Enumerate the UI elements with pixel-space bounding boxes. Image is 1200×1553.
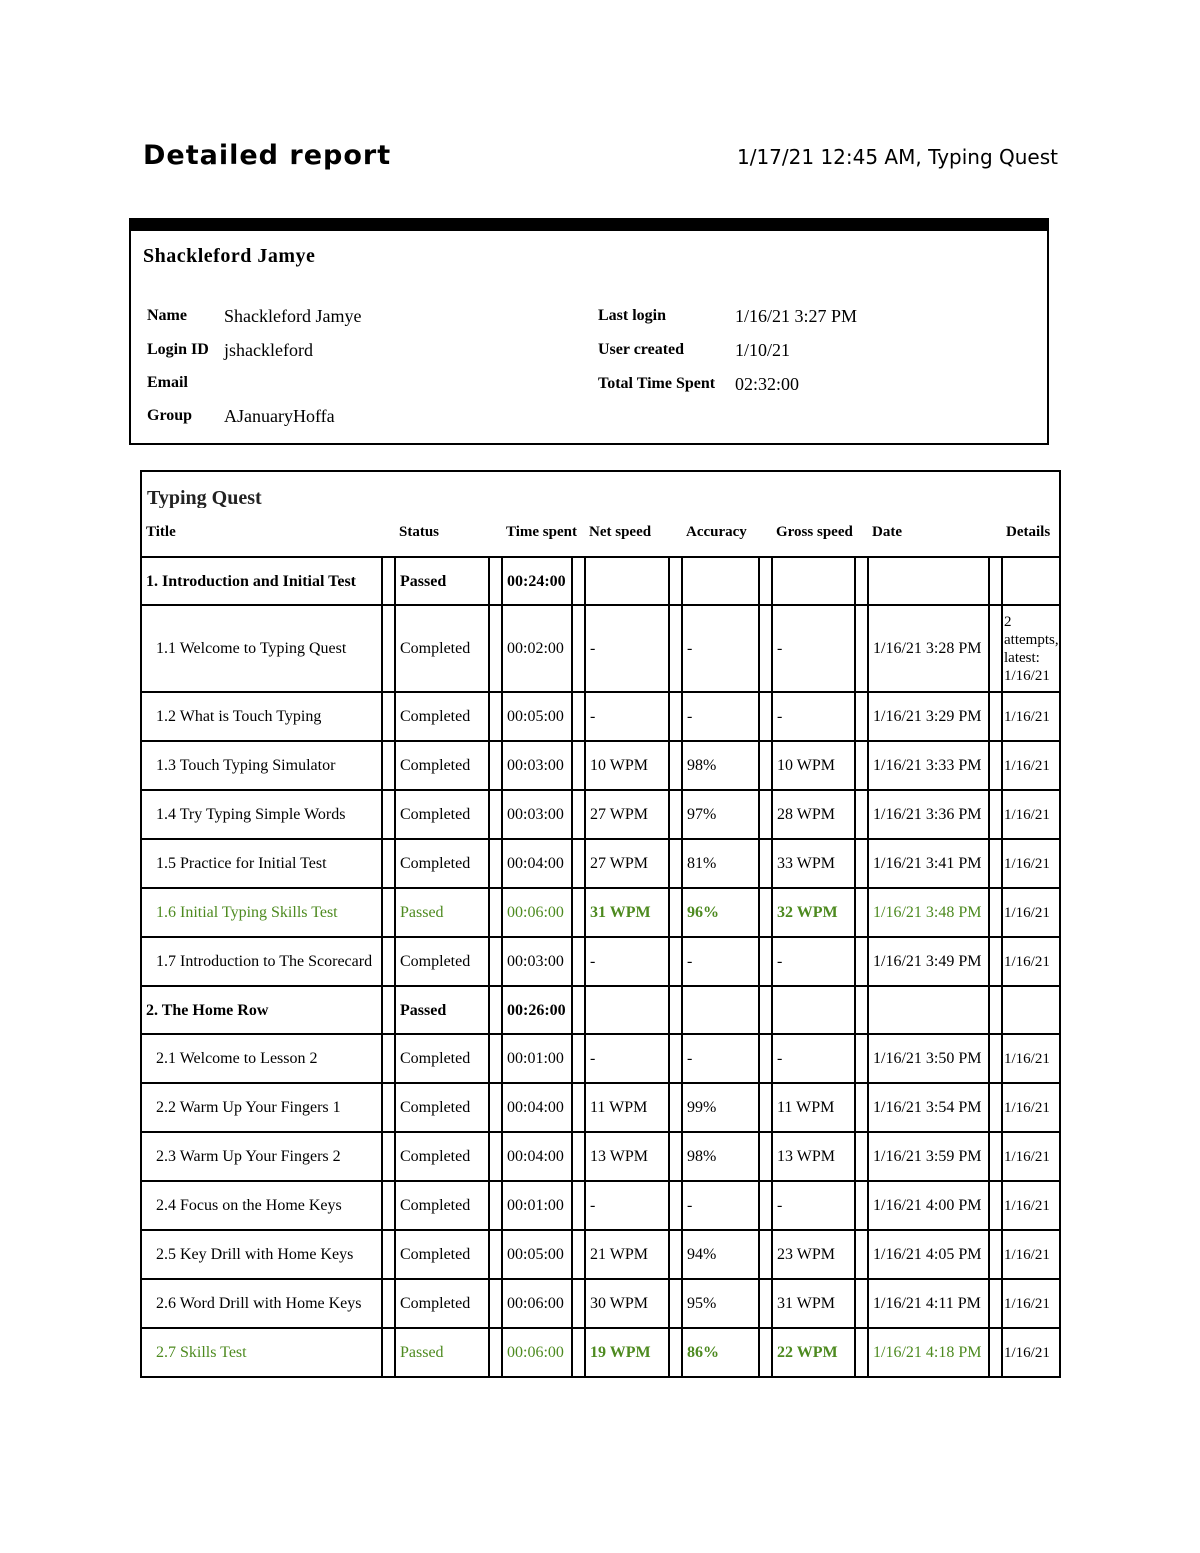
spacer-cell — [572, 692, 585, 741]
spacer-cell — [489, 1279, 502, 1328]
spacer-cell — [759, 692, 772, 741]
lesson-status: Completed — [395, 1279, 489, 1328]
spacer-cell — [759, 1083, 772, 1132]
spacer-cell — [759, 1181, 772, 1230]
spacer-cell — [669, 1328, 682, 1377]
spacer-cell — [489, 839, 502, 888]
lesson-row — [141, 1083, 1060, 1132]
lesson-status: Completed — [395, 839, 489, 888]
lesson-gross: 13 WPM — [772, 1132, 855, 1181]
lesson-status: Completed — [395, 741, 489, 790]
total-time-value: 02:32:00 — [735, 374, 800, 394]
spacer-cell — [855, 605, 868, 692]
lesson-title: 2.7 Skills Test — [141, 1328, 382, 1377]
col-details: Details — [1002, 508, 1060, 557]
spacer-cell — [669, 1279, 682, 1328]
lesson-details: 1/16/21 — [1002, 1132, 1060, 1181]
lesson-date: 1/16/21 4:05 PM — [868, 1230, 989, 1279]
lesson-accuracy: - — [682, 692, 759, 741]
lesson-details: 1/16/21 — [1002, 1083, 1060, 1132]
spacer-cell — [382, 790, 395, 839]
spacer-cell — [572, 986, 585, 1034]
spacer-cell — [989, 1181, 1002, 1230]
spacer-cell — [855, 1279, 868, 1328]
lesson-net: - — [585, 605, 669, 692]
lesson-date: 1/16/21 3:48 PM — [868, 888, 989, 937]
spacer-cell — [669, 1132, 682, 1181]
section-row — [141, 986, 1060, 1034]
spacer-cell — [382, 1230, 395, 1279]
spacer-cell — [382, 1132, 395, 1181]
spacer-cell — [759, 839, 772, 888]
lesson-details: 1/16/21 — [1002, 937, 1060, 986]
lesson-status: Completed — [395, 1034, 489, 1083]
lesson-row — [141, 937, 1060, 986]
lesson-details: 1/16/21 — [1002, 1230, 1060, 1279]
lesson-time: 00:04:00 — [502, 1083, 572, 1132]
spacer-cell — [669, 986, 682, 1034]
lesson-status: Completed — [395, 1181, 489, 1230]
login-id-value: jshackleford — [224, 340, 313, 360]
spacer-cell — [989, 605, 1002, 692]
spacer-cell — [489, 1132, 502, 1181]
lesson-title: 2.1 Welcome to Lesson 2 — [141, 1034, 382, 1083]
lesson-time: 00:05:00 — [502, 1230, 572, 1279]
user-heading: Shackleford Jamye — [143, 245, 316, 267]
last-login-label: Last login — [598, 307, 667, 324]
lesson-net: 31 WPM — [585, 888, 669, 937]
lesson-time: 00:02:00 — [502, 605, 572, 692]
lesson-time: 00:03:00 — [502, 790, 572, 839]
spacer-cell — [669, 741, 682, 790]
lesson-gross: 28 WPM — [772, 790, 855, 839]
lesson-status: Completed — [395, 692, 489, 741]
spacer-cell — [759, 1034, 772, 1083]
spacer-cell — [855, 557, 868, 605]
last-login-value: 1/16/21 3:27 PM — [735, 306, 858, 326]
spacer-cell — [855, 1230, 868, 1279]
total-time-label: Total Time Spent — [598, 375, 716, 392]
lesson-time: 00:06:00 — [502, 1279, 572, 1328]
column-header-row — [141, 508, 1060, 557]
spacer-cell — [669, 692, 682, 741]
spacer-cell — [669, 790, 682, 839]
spacer-cell — [855, 790, 868, 839]
lesson-details: 1/16/21 — [1002, 1279, 1060, 1328]
section-time: 00:24:00 — [502, 557, 572, 605]
spacer-cell — [572, 605, 585, 692]
spacer-cell — [489, 790, 502, 839]
spacer-cell — [489, 986, 502, 1034]
spacer-cell — [572, 741, 585, 790]
lesson-date: 1/16/21 3:49 PM — [868, 937, 989, 986]
lesson-details: 1/16/21 — [1002, 1328, 1060, 1377]
col-accuracy: Accuracy — [682, 508, 772, 557]
spacer-cell — [759, 1279, 772, 1328]
lesson-time: 00:03:00 — [502, 937, 572, 986]
spacer-cell — [759, 605, 772, 692]
spacer-cell — [759, 986, 772, 1034]
lesson-net: - — [585, 1181, 669, 1230]
spacer-cell — [572, 790, 585, 839]
lesson-accuracy: - — [682, 937, 759, 986]
lesson-status: Passed — [395, 1328, 489, 1377]
report-title: Detailed report — [143, 140, 392, 171]
empty-cell — [585, 986, 669, 1034]
lesson-date: 1/16/21 3:28 PM — [868, 605, 989, 692]
lesson-net: 11 WPM — [585, 1083, 669, 1132]
lesson-time: 00:04:00 — [502, 1132, 572, 1181]
lesson-date: 1/16/21 3:36 PM — [868, 790, 989, 839]
lesson-row — [141, 692, 1060, 741]
lesson-net: - — [585, 937, 669, 986]
spacer-cell — [989, 986, 1002, 1034]
spacer-cell — [759, 1230, 772, 1279]
lesson-accuracy: 81% — [682, 839, 759, 888]
spacer-cell — [989, 888, 1002, 937]
lesson-row — [141, 790, 1060, 839]
lesson-status: Completed — [395, 937, 489, 986]
spacer-cell — [759, 557, 772, 605]
spacer-cell — [489, 888, 502, 937]
spacer-cell — [989, 741, 1002, 790]
section-row — [141, 557, 1060, 605]
spacer-cell — [669, 557, 682, 605]
lesson-time: 00:06:00 — [502, 1328, 572, 1377]
col-date: Date — [868, 508, 1002, 557]
spacer-cell — [989, 692, 1002, 741]
lesson-accuracy: - — [682, 1034, 759, 1083]
lesson-details: 1/16/21 — [1002, 888, 1060, 937]
spacer-cell — [989, 1279, 1002, 1328]
spacer-cell — [855, 741, 868, 790]
lesson-details: 1/16/21 — [1002, 1181, 1060, 1230]
lesson-net: 19 WPM — [585, 1328, 669, 1377]
spacer-cell — [669, 888, 682, 937]
lesson-accuracy: 96% — [682, 888, 759, 937]
user-created-label: User created — [598, 341, 685, 358]
spacer-cell — [989, 1132, 1002, 1181]
lesson-details: 1/16/21 — [1002, 839, 1060, 888]
spacer-cell — [489, 557, 502, 605]
spacer-cell — [572, 888, 585, 937]
empty-cell — [682, 557, 759, 605]
spacer-cell — [855, 1132, 868, 1181]
lesson-status: Completed — [395, 1132, 489, 1181]
lesson-title: 1.5 Practice for Initial Test — [141, 839, 382, 888]
lesson-gross: 32 WPM — [772, 888, 855, 937]
section-time: 00:26:00 — [502, 986, 572, 1034]
lesson-row — [141, 1181, 1060, 1230]
lesson-row — [141, 1034, 1060, 1083]
empty-cell — [868, 557, 989, 605]
lesson-title: 1.7 Introduction to The Scorecard — [141, 937, 382, 986]
spacer-cell — [669, 937, 682, 986]
lesson-gross: 23 WPM — [772, 1230, 855, 1279]
section-status: Passed — [395, 986, 489, 1034]
spacer-cell — [989, 1230, 1002, 1279]
empty-cell — [1002, 557, 1060, 605]
lesson-gross: 10 WPM — [772, 741, 855, 790]
lesson-row — [141, 1328, 1060, 1377]
spacer-cell — [855, 1328, 868, 1377]
lesson-row — [141, 1132, 1060, 1181]
spacer-cell — [382, 557, 395, 605]
lesson-row — [141, 1230, 1060, 1279]
spacer-cell — [855, 937, 868, 986]
lesson-title: 1.2 What is Touch Typing — [141, 692, 382, 741]
lesson-status: Completed — [395, 605, 489, 692]
spacer-cell — [669, 1181, 682, 1230]
spacer-cell — [489, 692, 502, 741]
group-label: Group — [147, 407, 193, 424]
lesson-date: 1/16/21 3:59 PM — [868, 1132, 989, 1181]
lesson-details: 1/16/21 — [1002, 1034, 1060, 1083]
spacer-cell — [489, 1181, 502, 1230]
section-title: 2. The Home Row — [141, 986, 382, 1034]
lesson-gross: - — [772, 937, 855, 986]
spacer-cell — [989, 1328, 1002, 1377]
lesson-row — [141, 1279, 1060, 1328]
spacer-cell — [855, 1083, 868, 1132]
name-value: Shackleford Jamye — [224, 306, 362, 326]
report-meta: 1/17/21 12:45 AM, Typing Quest — [736, 145, 1058, 169]
empty-cell — [868, 986, 989, 1034]
spacer-cell — [489, 1230, 502, 1279]
spacer-cell — [669, 605, 682, 692]
spacer-cell — [855, 839, 868, 888]
lesson-gross: 22 WPM — [772, 1328, 855, 1377]
lesson-row — [141, 839, 1060, 888]
lesson-time: 00:04:00 — [502, 839, 572, 888]
section-status: Passed — [395, 557, 489, 605]
user-card — [129, 218, 1049, 445]
lesson-details: 1/16/21 — [1002, 692, 1060, 741]
lesson-details: 1/16/21 — [1002, 741, 1060, 790]
lesson-accuracy: - — [682, 605, 759, 692]
lesson-row — [141, 888, 1060, 937]
lesson-date: 1/16/21 3:41 PM — [868, 839, 989, 888]
spacer-cell — [759, 888, 772, 937]
spacer-cell — [989, 790, 1002, 839]
lesson-accuracy: 99% — [682, 1083, 759, 1132]
lesson-title: 2.4 Focus on the Home Keys — [141, 1181, 382, 1230]
spacer-cell — [489, 937, 502, 986]
empty-cell — [682, 986, 759, 1034]
lesson-accuracy: 97% — [682, 790, 759, 839]
empty-cell — [772, 557, 855, 605]
lesson-date: 1/16/21 3:54 PM — [868, 1083, 989, 1132]
spacer-cell — [382, 1083, 395, 1132]
lesson-title: 1.3 Touch Typing Simulator — [141, 741, 382, 790]
lesson-gross: - — [772, 692, 855, 741]
lesson-gross: 11 WPM — [772, 1083, 855, 1132]
lesson-row — [141, 605, 1060, 692]
spacer-cell — [572, 1279, 585, 1328]
spacer-cell — [572, 1181, 585, 1230]
lesson-accuracy: 86% — [682, 1328, 759, 1377]
lesson-date: 1/16/21 3:33 PM — [868, 741, 989, 790]
lesson-accuracy: 98% — [682, 741, 759, 790]
spacer-cell — [855, 1034, 868, 1083]
spacer-cell — [759, 937, 772, 986]
course-table — [140, 470, 1061, 1378]
lesson-net: 27 WPM — [585, 839, 669, 888]
lesson-net: 30 WPM — [585, 1279, 669, 1328]
spacer-cell — [855, 1181, 868, 1230]
lesson-title: 2.3 Warm Up Your Fingers 2 — [141, 1132, 382, 1181]
lesson-title: 2.6 Word Drill with Home Keys — [141, 1279, 382, 1328]
lesson-accuracy: 94% — [682, 1230, 759, 1279]
lesson-title: 1.6 Initial Typing Skills Test — [141, 888, 382, 937]
lesson-date: 1/16/21 4:18 PM — [868, 1328, 989, 1377]
lesson-gross: 31 WPM — [772, 1279, 855, 1328]
spacer-cell — [382, 1034, 395, 1083]
lesson-net: - — [585, 1034, 669, 1083]
spacer-cell — [572, 937, 585, 986]
spacer-cell — [855, 692, 868, 741]
spacer-cell — [382, 692, 395, 741]
spacer-cell — [572, 1083, 585, 1132]
spacer-cell — [382, 1328, 395, 1377]
spacer-cell — [489, 1328, 502, 1377]
spacer-cell — [489, 1034, 502, 1083]
spacer-cell — [989, 1034, 1002, 1083]
col-time-spent: Time spent — [502, 508, 585, 557]
lesson-date: 1/16/21 4:11 PM — [868, 1279, 989, 1328]
lesson-date: 1/16/21 4:00 PM — [868, 1181, 989, 1230]
spacer-cell — [759, 1132, 772, 1181]
spacer-cell — [669, 839, 682, 888]
user-created-value: 1/10/21 — [735, 340, 791, 360]
login-id-label: Login ID — [147, 341, 209, 358]
lesson-title: 1.1 Welcome to Typing Quest — [141, 605, 382, 692]
empty-cell — [1002, 986, 1060, 1034]
spacer-cell — [489, 605, 502, 692]
lesson-title: 2.5 Key Drill with Home Keys — [141, 1230, 382, 1279]
spacer-cell — [855, 986, 868, 1034]
spacer-cell — [855, 888, 868, 937]
spacer-cell — [382, 937, 395, 986]
spacer-cell — [669, 1034, 682, 1083]
spacer-cell — [572, 1034, 585, 1083]
spacer-cell — [489, 741, 502, 790]
lesson-status: Completed — [395, 1083, 489, 1132]
spacer-cell — [382, 986, 395, 1034]
lesson-net: 27 WPM — [585, 790, 669, 839]
col-net-speed: Net speed — [585, 508, 682, 557]
lesson-net: 21 WPM — [585, 1230, 669, 1279]
lesson-date: 1/16/21 3:29 PM — [868, 692, 989, 741]
spacer-cell — [382, 605, 395, 692]
lesson-net: - — [585, 692, 669, 741]
empty-cell — [772, 986, 855, 1034]
lesson-gross: - — [772, 605, 855, 692]
group-value: AJanuaryHoffa — [224, 406, 335, 426]
spacer-cell — [572, 839, 585, 888]
lesson-time: 00:01:00 — [502, 1034, 572, 1083]
lesson-net: 10 WPM — [585, 741, 669, 790]
empty-cell — [585, 557, 669, 605]
lesson-date: 1/16/21 3:50 PM — [868, 1034, 989, 1083]
section-title: 1. Introduction and Initial Test — [141, 557, 382, 605]
spacer-cell — [989, 557, 1002, 605]
col-gross-speed: Gross speed — [772, 508, 868, 557]
spacer-cell — [489, 1083, 502, 1132]
lesson-time: 00:03:00 — [502, 741, 572, 790]
spacer-cell — [382, 888, 395, 937]
lesson-gross: 33 WPM — [772, 839, 855, 888]
spacer-cell — [382, 1279, 395, 1328]
lesson-accuracy: 95% — [682, 1279, 759, 1328]
lesson-time: 00:01:00 — [502, 1181, 572, 1230]
lesson-net: 13 WPM — [585, 1132, 669, 1181]
col-status: Status — [395, 508, 502, 557]
lesson-time: 00:05:00 — [502, 692, 572, 741]
lesson-accuracy: 98% — [682, 1132, 759, 1181]
spacer-cell — [382, 1181, 395, 1230]
spacer-cell — [989, 937, 1002, 986]
lesson-status: Completed — [395, 1230, 489, 1279]
lesson-status: Completed — [395, 790, 489, 839]
spacer-cell — [989, 839, 1002, 888]
spacer-cell — [572, 1230, 585, 1279]
lesson-title: 2.2 Warm Up Your Fingers 1 — [141, 1083, 382, 1132]
col-title: Title — [141, 508, 395, 557]
spacer-cell — [759, 1328, 772, 1377]
spacer-cell — [572, 557, 585, 605]
spacer-cell — [669, 1230, 682, 1279]
spacer-cell — [382, 741, 395, 790]
email-label: Email — [147, 374, 188, 391]
lesson-gross: - — [772, 1181, 855, 1230]
spacer-cell — [669, 1083, 682, 1132]
spacer-cell — [572, 1132, 585, 1181]
lesson-time: 00:06:00 — [502, 888, 572, 937]
lesson-details: 1/16/21 — [1002, 790, 1060, 839]
lesson-accuracy: - — [682, 1181, 759, 1230]
lesson-row — [141, 741, 1060, 790]
spacer-cell — [759, 790, 772, 839]
spacer-cell — [382, 839, 395, 888]
course-caption: Typing Quest — [147, 487, 262, 508]
lesson-title: 1.4 Try Typing Simple Words — [141, 790, 382, 839]
name-label: Name — [147, 307, 187, 324]
spacer-cell — [989, 1083, 1002, 1132]
spacer-cell — [759, 741, 772, 790]
lesson-status: Passed — [395, 888, 489, 937]
spacer-cell — [572, 1328, 585, 1377]
lesson-details: 2 attempts, latest: 1/16/21 — [1002, 605, 1060, 692]
lesson-gross: - — [772, 1034, 855, 1083]
